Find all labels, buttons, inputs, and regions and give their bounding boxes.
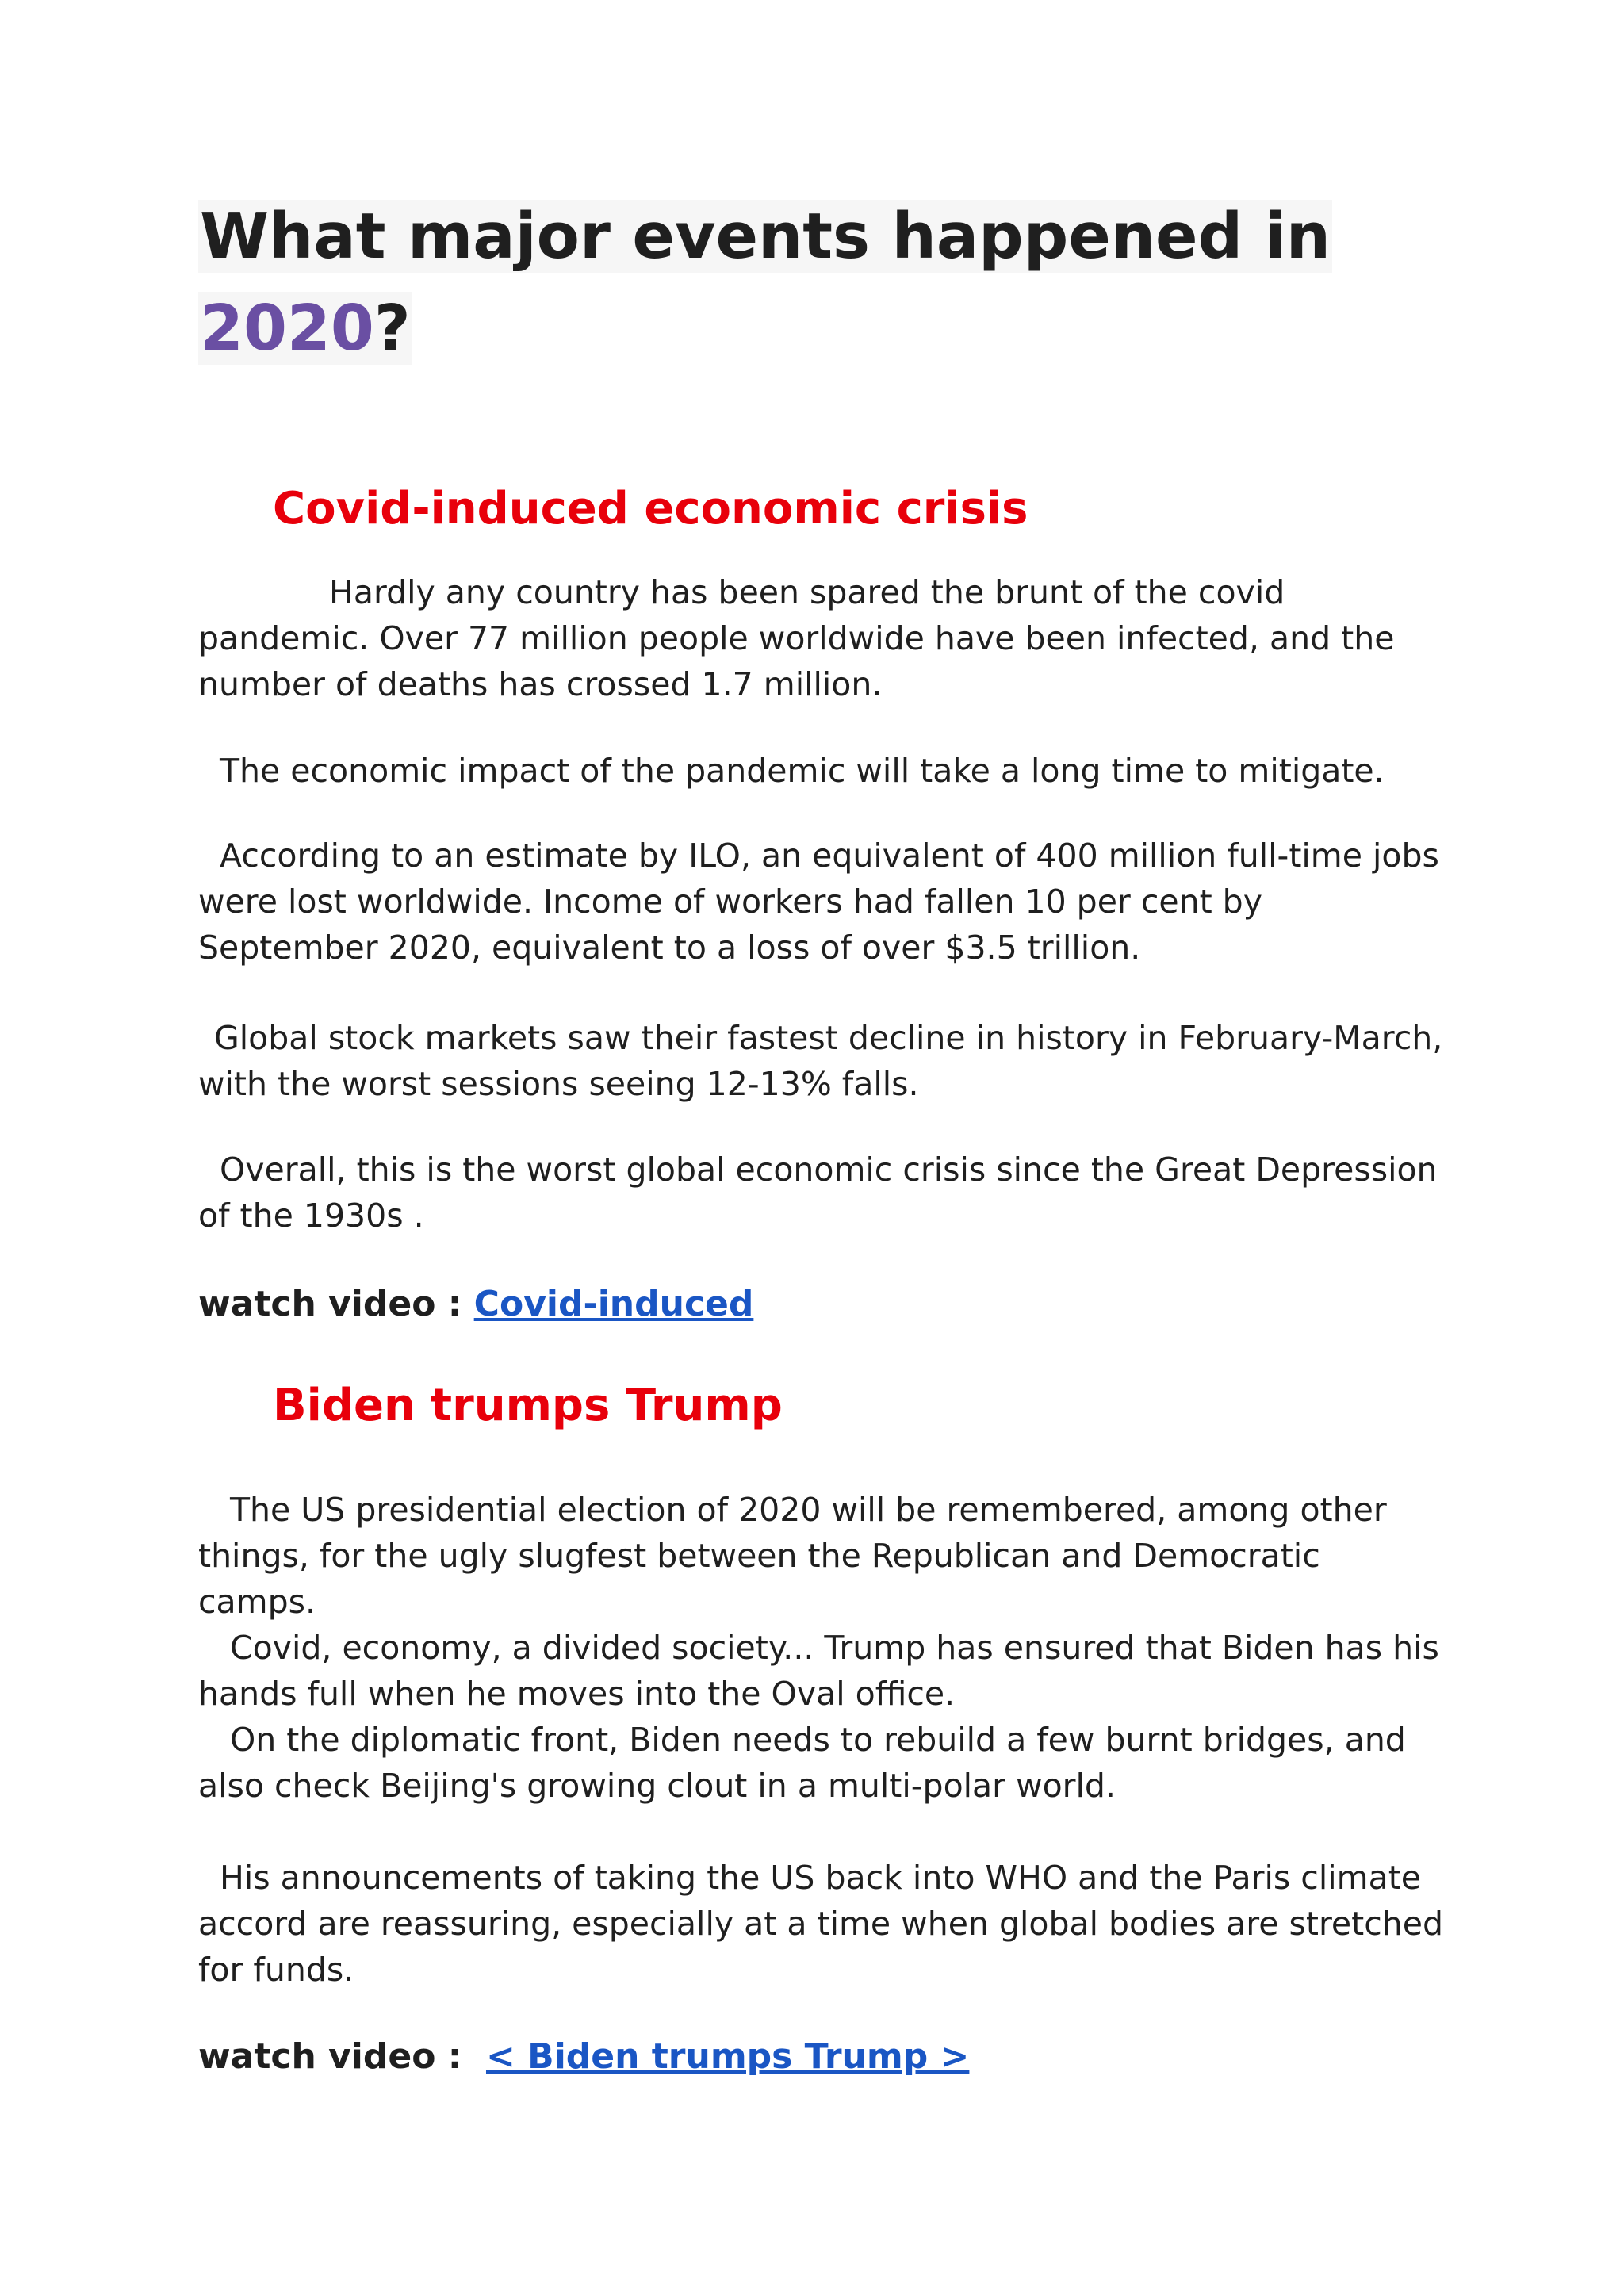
paragraph: According to an estimate by ILO, an equivalent of 400 million full-time jobs were lost worldwide. Income of workers had fallen 10 per cent by September 2020, equivalent to a loss of over $3.5 trillion. [198, 837, 1450, 967]
paragraph: The US presidential election of 2020 will be remembered, among other things, for the ugly slugfest between the Republican and Democratic camps. [198, 1491, 1397, 1621]
title-suffix: ? [373, 292, 411, 365]
watch-video-label: watch video : [198, 1284, 474, 1324]
title-year: 2020 [200, 292, 374, 365]
paragraph: His announcements of taking the US back into WHO and the Paris climate accord are reassuring, especially at a time when global bodies are stretched for funds. [198, 1859, 1454, 1989]
section-heading-covid: Covid-induced economic crisis [273, 483, 1028, 534]
biden-video-link[interactable]: < Biden trumps Trump > [485, 2036, 970, 2077]
paragraph: Covid, economy, a divided society... Trump has ensured that Biden has his hands full when he moves into the Oval office. [198, 1629, 1450, 1713]
page-title [198, 190, 1443, 374]
paragraph: The economic impact of the pandemic will take a long time to mitigate. [220, 752, 1385, 790]
covid-video-link[interactable]: Covid-induced [473, 1284, 754, 1324]
watch-video-label: watch video : [198, 2036, 486, 2077]
watch-video-line [198, 2033, 1443, 2081]
document-page [198, 190, 1454, 2081]
section-heading-biden: Biden trumps Trump [273, 1380, 783, 1431]
paragraph: Global stock markets saw their fastest decline in history in February-March, with the worst sessions seeing 12-13% falls. [198, 1019, 1454, 1103]
title-text: What major events happened in [200, 200, 1331, 273]
paragraph: Hardly any country has been spared the brunt of the covid pandemic. Over 77 million people worldwide have been infected, and the number of deaths has crossed 1.7 million. [198, 573, 1405, 703]
watch-video-line [198, 1281, 1443, 1328]
paragraph: Overall, this is the worst global economic crisis since the Great Depression of the 1930s . [198, 1151, 1448, 1235]
paragraph: On the diplomatic front, Biden needs to rebuild a few burnt bridges, and also check Beijing's growing clout in a multi-polar world. [198, 1721, 1416, 1805]
